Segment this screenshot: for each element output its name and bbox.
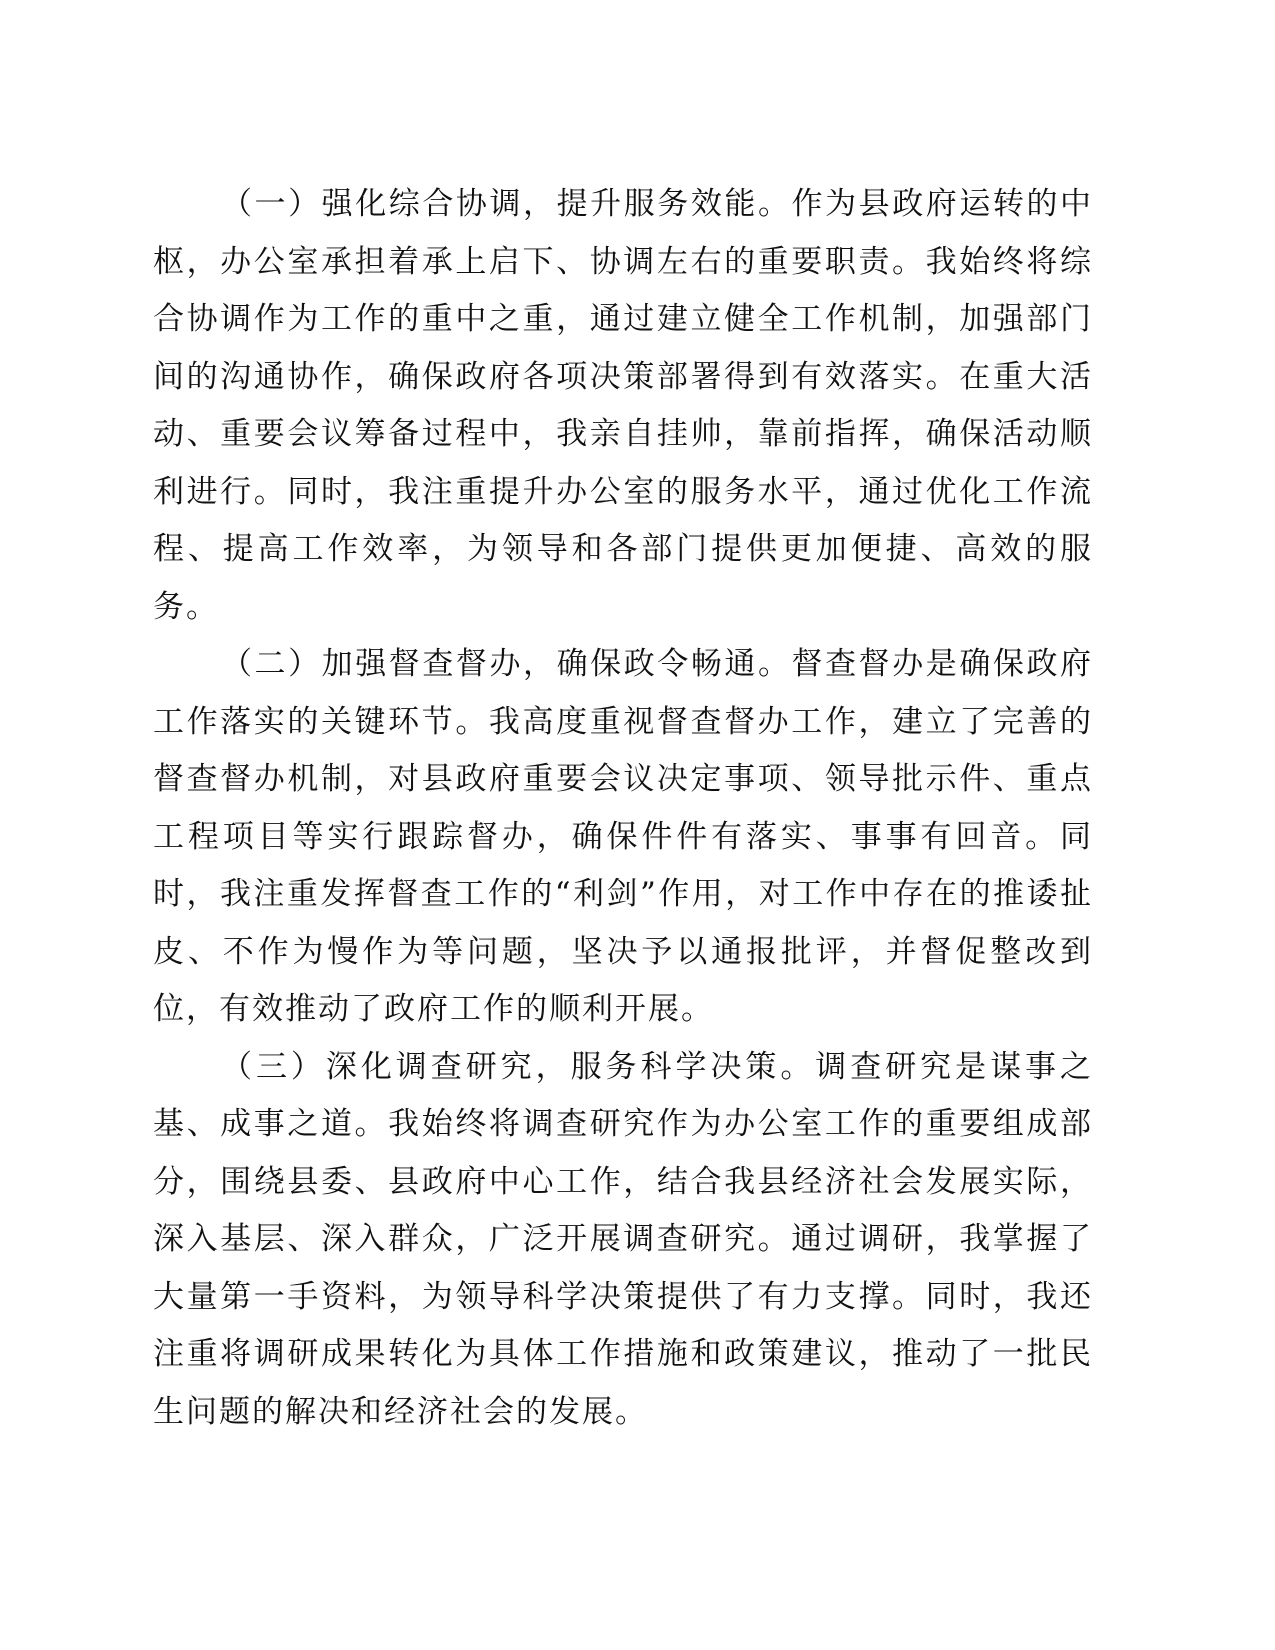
- document-body: [153, 176, 1093, 1441]
- paragraph-2-body: 督查督办是确保政府工作落实的关键环节。我高度重视督查督办工作，建立了完善的督查督办机制，对县政府重要会议决定事项、领导批示件、重点工程项目等实行跟踪督办，确保件件有落实、事事有回音。同时，我注重发挥督查工作的“利剑”作用，对工作中存在的推诿扯皮、不作为慢作为等问题，坚决予以通报批评，并督促整改到位，有效推动了政府工作的顺利开展。: [153, 646, 1094, 1027]
- paragraph-1: [153, 176, 1093, 636]
- paragraph-2-heading: （二）加强督查督办，确保政令畅通。: [221, 646, 792, 682]
- paragraph-3: [153, 1039, 1093, 1442]
- paragraph-1-heading: （一）强化综合协调，提升服务效能。: [221, 186, 792, 222]
- paragraph-1-body: 作为县政府运转的中枢，办公室承担着承上启下、协调左右的重要职责。我始终将综合协调作为工作的重中之重，通过建立健全工作机制，加强部门间的沟通协作，确保政府各项决策部署得到有效落实。在重大活动、重要会议筹备过程中，我亲自挂帅，靠前指挥，确保活动顺利进行。同时，我注重提升办公室的服务水平，通过优化工作流程、提高工作效率，为领导和各部门提供更加便捷、高效的服务。: [153, 186, 1094, 625]
- paragraph-3-heading: （三）深化调查研究，服务科学决策。: [221, 1048, 816, 1085]
- paragraph-2: [153, 636, 1093, 1039]
- paragraph-3-body: 调查研究是谋事之基、成事之道。我始终将调查研究作为办公室工作的重要组成部分，围绕县委、县政府中心工作，结合我县经济社会发展实际，深入基层、深入群众，广泛开展调查研究。通过调研，我掌握了大量第一手资料，为领导科学决策提供了有力支撑。同时，我还注重将调研成果转化为具体工作措施和政策建议，推动了一批民生问题的解决和经济社会的发展。: [153, 1048, 1094, 1430]
